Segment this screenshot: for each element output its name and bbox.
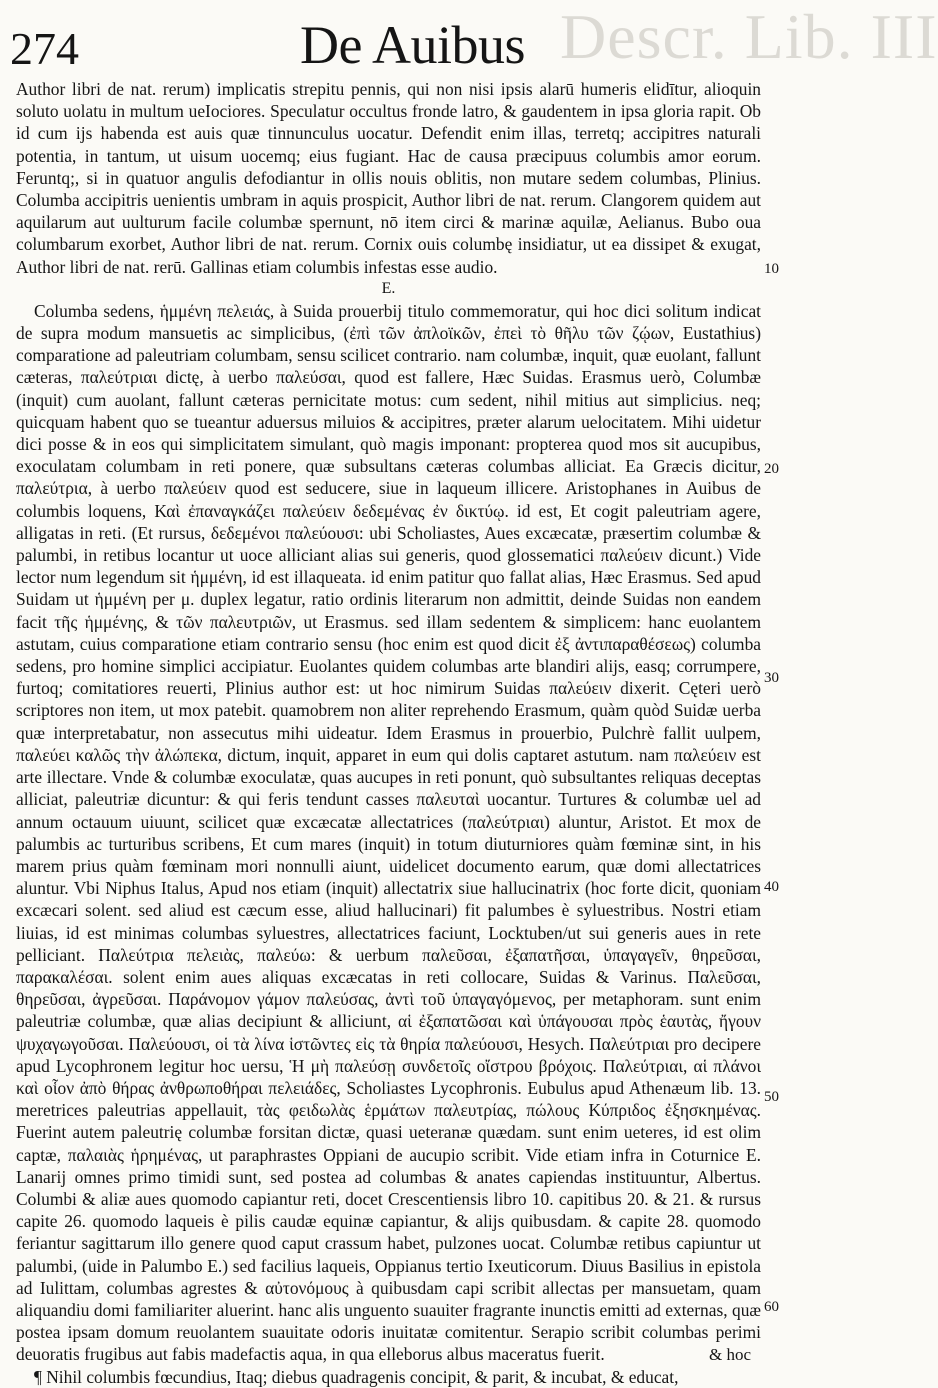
paragraph-2: Columba sedens, ἡμμένη πελειάς, à Suida prouerbij titulo commemoratur, qui hoc dici solitum indicat de supra modum mansuetis ac simplicibus, (ἐπὶ τῶν ἀπλοϊκῶν, ἐπεὶ τὸ θῆλυ τῶν ζῴων, Eustathius) comparatione ad paleutriam columbam, sensu scilicet contrario. nam columbæ, inquit, quæ euolant, fallunt cæteras, παλεύτριαι dictę, à uerbo παλεύσαι, quod est fallere, Hæc Suidas. Erasmus uerò, Columbæ (inquit) cum auolant, fallunt cæteras pernicitate motus: cum sedent, nihil mitius aut simplicius. neq; quicquam habent quo se tueantur aduersus miluios & accipitres, præter alarum uelocitatem. Mihi uidetur dici posse & in eos qui simplicitatem simulant, quò magis imponant: propterea quod mos sit aucupibus, exoculatam columbam in reti ponere, quæ subsultans cæteras columbas alliciat. Ea Græcis dicitur, παλεύτρια, à uerbo παλεύειν quod est seducere, siue in laqueum illicere. Aristophanes in Auibus de columbis loquens, Καὶ ἐπαναγκάζει παλεύειν δεδεμένας ἐν δικτύῳ. id est, Et cogit paleutriam agere, alligatas in reti. (Et rursus, δεδεμένοι παλεύουσι: ubi Scholiastes, Aues excæcatæ, præsertim columbæ & palumbi, in retibus locantur ut uoce alliciant alias sui generis, quod glossematici παλεύειν dicunt.) Vide lector num legendum sit ἡμμένη, id est illaqueata. id enim patitur quo fallat alias, Hæc Erasmus. Sed apud Suidam ut ἡμμένη per μ. duplex legatur, ratio ordinis literarum non admittit, deinde Suidas non eandem facit τῆς ἡμμένης, & τῶν παλευτριῶν, ut Erasmus. sed illam sedentem & simplicem: hanc euolantem astutam, cuius comparatione etiam contrario sensu (hoc enim est quod dicit ἐξ ἀντιπαραθέσεως) columba sedens, pro homine simplici accipiatur. Euolantes quidem columbas arte blandiri alijs, easq; corrumpere, furtoq; comitatiores reuerti, Plinius author est: ut hoc nimirum Suidas παλεύειν dixerit. Cęteri uerò scriptores non item, ut mox patebit. quamobrem non aliter reprehendo Erasmum, quàm quòd Suidæ uerba quæ interpretabatur, non assecutus mihi uideatur. Idem Erasmus in prouerbio, Pulchrè fallit uulpem, παλεύει καλῶς τὴν ἀλώπεκα, dictum, inquit, apparet in eum qui dolis captaret astutum. nam παλεύειν est arte illectare. Vnde & columbæ exoculatæ, quas aucupes in reti ponunt, quò subsultantes reliquas deceptas alliciat, paleutriæ dicuntur: & qui feris tendunt casses παλευταὶ uocantur. Turtures & columbæ uel ad annum octauum uiuunt, scilicet quæ excæcatæ allectatrices (παλεύτριαι) aluntur, Aristot. Et mox de palumbis ac turturibus scribens, Et cum mares (inquit) in totum diuturniores quàm fœminæ sint, in his marem prius quàm fœminam mori nonnulli aiunt, uidelicet documento earum, quæ domi allectatrices aluntur. Vbi Niphus Italus, Apud nos etiam (inquit) allectatrix siue hallucinatrix (hoc forte dicit, quoniam excæcari solent. sed aliud est cæcum esse, aliud hallucinari) fit palumbes è syluestribus. Nostri etiam liuias, id est minimas columbas syluestres, allectatrices faciunt, Locktuben/ut sui generis aues in rete pelliciant. Παλεύτρια πελειὰς, παλεύω: & uerbum παλεῦσαι, ἐξαπατῆσαι, ὑπαγαγεῖν, θηρεῦσαι, παρακαλέσαι. solent enim aues aliquas excæcatas in reti collocare, Suidas & Varinus. Παλεῦσαι, θηρεῦσαι, ἀγρεῦσαι. Παράνομον γάμον παλεύσας, ἀντὶ τοῦ ὑπαγαγόμενος, per metaphoram. sunt enim paleutriæ columbæ, quæ alias decipiunt & alliciunt, αἱ ἐξαπατῶσαι καὶ ὑπάγουσαι πρὸς ἑαυτὰς, ἤγουν ψυχαγωγοῦσαι. Παλεύουσι, οἱ τὰ λίνα ἱστῶντες εἰς τὰ θηρία παλεύουσι, Hesych. Παλεύτριαι pro decipere apud Lycophronem legitur hoc uersu, Ἡ μὴ παλεύσῃ συνδετοῖς οἴστρου βρόχοις. Παλεύτριαι, αἱ πλάνοι καὶ οἷον ἀπὸ θήρας ἀνθρωποθήραι πελειάδες, Scholiastes Lycophronis. Eubulus apud Athenæum lib. 13. meretrices paleutrias appellauit, τὰς φειδωλὰς ἑρμάτων παλευτρίας, πώλους Κύπριδος ἐξησκημένας. Fuerint autem paleutrię columbæ forsitan dictæ, quasi ueteranæ quædam. sunt enim ueteres, id est olim captæ, παλαιὰς ἡρημένας, ut paraphrastes Oppiani de aucupio scribit. Vide etiam infra in Coturnice E. Lanarij omnes primo timidi sunt, sed postea ad columbas & anates capiendas instituuntur, Albertus. Columbi & aliæ aues quomodo capiantur reti, docet Crescentiensis libro 10. capitibus 20. & 21. & rursus capite 26. quomodo laqueis è pilis caudæ equinæ capiantur, & alijs quibusdam. & capite 28. quomodo feriantur sagittarum illo genere quod caput crassum habet, pulzones uocat. Columbæ retibus capiuntur ut palumbi, (uide in Palumbo E.) sed facilius laqueis, Oppianus tertio Ixeuticorum. Diuus Basilius in epistola ad Iulittam, columbas agrestes & αὐτονόμους à quibusdam capi scribit allectas per mansuetam, quam aliquandiu domi familiariter aluerint. hanc alis unguento suauiter fragrante inunctis emitti ad externas, quæ postea ipsam domum reuolantem suauitate odoris inuitatæ comitentur. Serapio scribit columbas perimi deuoratis frugibus aut fabis madefactis aqua, in qua elleborus albus maceratus fuerit. bbox=[16, 300, 761, 1365]
margin-line-number: 30 bbox=[764, 670, 779, 686]
page-number: 274 bbox=[10, 23, 79, 74]
running-head-title: De Auibus bbox=[300, 15, 525, 75]
body-text bbox=[16, 78, 761, 1388]
catchword: & hoc bbox=[708, 1345, 751, 1364]
margin-line-number: 60 bbox=[764, 1299, 779, 1315]
margin-line-number: 40 bbox=[764, 879, 779, 895]
section-letter-e: E. bbox=[381, 279, 396, 297]
margin-line-number: 10 bbox=[764, 261, 779, 277]
paragraph-1: Author libri de nat. rerum) implicatis strepitu pennis, qui non nisi ipsis alarū humeris elidītur, alioquin soluto uolatu in multum ueIociores. Speculatur occultus fronde latro, & gaudentem in ipsa gloria rapit. Ob id cum ijs habenda est auis quæ tinnunculus uocatur. Defendit enim illas, terretq; accipitres naturali potentia, in tantum, ut uisum uocemq; eius fugiant. Hac de causa præcipuus columbis amor eorum. Feruntq;, si in quatuor angulis defodiantur in ollis nouis oblitis, non mutare sedem columbas, Plinius. Columba accipitris uenientis umbram in aquis prospicit, Author libri de nat. rerum. Clangorem quidem aut aquilarum aut uulturum facile columbæ spernunt, nō item circi & marinæ aquilæ, Aelianus. Bubo oua columbarum exorbet, Author libri de nat. rerum. Cornix ouis columbę insidiatur, ut ea dissipet & exugat, Author libri de nat. rerū. Gallinas etiam columbis infestas esse audio. bbox=[16, 79, 761, 277]
margin-line-number: 20 bbox=[764, 461, 779, 477]
bleed-through-text: Descr. Lib. III bbox=[560, 1, 938, 72]
margin-line-number: 50 bbox=[764, 1089, 779, 1105]
paragraph-3: ¶ Nihil columbis fœcundius, Itaq; diebus quadragenis concipit, & parit, & incubat, & educat, bbox=[34, 1366, 679, 1387]
